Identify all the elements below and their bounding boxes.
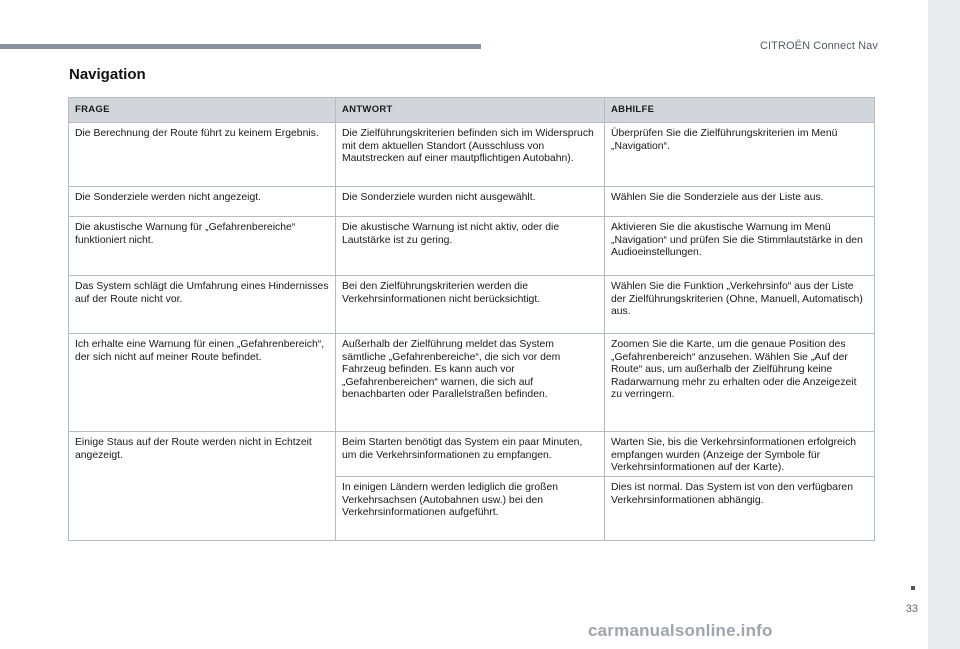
cell-abhilfe: Aktivieren Sie die akustische Warnung im Menü „Navigation“ und prüfen Sie die Stimmlautstärke in den Audioeinstellungen. — [605, 217, 875, 276]
table-row — [69, 334, 875, 432]
cell-antwort: Beim Starten benötigt das System ein paar Minuten, um die Verkehrsinformationen zu empfangen. — [336, 432, 605, 477]
column-header-frage: FRAGE — [69, 98, 336, 123]
cell-antwort: Die Sonderziele wurden nicht ausgewählt. — [336, 187, 605, 217]
cell-abhilfe: Wählen Sie die Funktion „Verkehrsinfo“ aus der Liste der Zielführungskriterien (Ohne, Manuell, Automatisch) aus. — [605, 276, 875, 334]
table-row — [69, 187, 875, 217]
column-header-antwort: ANTWORT — [336, 98, 605, 123]
cell-antwort: Bei den Zielführungskriterien werden die Verkehrsinformationen nicht berücksichtigt. — [336, 276, 605, 334]
cell-abhilfe: Überprüfen Sie die Zielführungskriterien im Menü „Navigation“. — [605, 123, 875, 187]
table-header-row — [69, 98, 875, 123]
table-row — [69, 123, 875, 187]
cell-frage: Die Berechnung der Route führt zu keinem Ergebnis. — [69, 123, 336, 187]
cell-frage: Einige Staus auf der Route werden nicht in Echtzeit angezeigt. — [69, 432, 336, 541]
table-row — [69, 217, 875, 276]
cell-abhilfe: Dies ist normal. Das System ist von den verfügbaren Verkehrsinformationen abhängig. — [605, 477, 875, 541]
cell-frage: Das System schlägt die Umfahrung eines Hindernisses auf der Route nicht vor. — [69, 276, 336, 334]
cell-abhilfe: Warten Sie, bis die Verkehrsinformationen erfolgreich empfangen wurden (Anzeige der Symbole für Verkehrsinformationen auf der Karte). — [605, 432, 875, 477]
watermark: carmanualsonline.info — [588, 621, 773, 640]
faq-table — [68, 97, 875, 541]
cell-frage: Ich erhalte eine Warnung für einen „Gefahrenbereich“, der sich nicht auf meiner Route befindet. — [69, 334, 336, 432]
brand-label: CITROËN Connect Nav — [759, 40, 878, 52]
cell-antwort: Die Zielführungskriterien befinden sich im Widerspruch mit dem aktuellen Standort (Ausschluss von Mautstrecken auf einer mautpflichtigen Autobahn). — [336, 123, 605, 187]
page-title: Navigation — [69, 66, 146, 83]
cell-antwort: Die akustische Warnung ist nicht aktiv, oder die Lautstärke ist zu gering. — [336, 217, 605, 276]
cell-antwort: In einigen Ländern werden lediglich die großen Verkehrsachsen (Autobahnen usw.) bei den Verkehrsinformationen aufgeführt. — [336, 477, 605, 541]
table-row — [69, 432, 875, 477]
cell-antwort: Außerhalb der Zielführung meldet das System sämtliche „Gefahrenbereiche“, die sich vor dem Fahrzeug befinden. Es kann auch vor „Gefahrenbereichen“ warnen, die sich auf benachbarten oder Parallelstraßen befinden. — [336, 334, 605, 432]
table-row — [69, 276, 875, 334]
cell-frage: Die Sonderziele werden nicht angezeigt. — [69, 187, 336, 217]
cell-frage: Die akustische Warnung für „Gefahrenbereiche“ funktioniert nicht. — [69, 217, 336, 276]
right-sidebar-strip — [928, 0, 960, 649]
page-number: 33 — [905, 603, 918, 615]
page-marker — [911, 586, 915, 590]
cell-abhilfe: Zoomen Sie die Karte, um die genaue Position des „Gefahrenbereich“ anzusehen. Wählen Sie „Auf der Route“ aus, um außerhalb der Zielführung keine Radarwarnung mehr zu erhalten oder die Anzeigezeit zu verringern. — [605, 334, 875, 432]
header-bar — [0, 44, 481, 49]
column-header-abhilfe: ABHILFE — [605, 98, 875, 123]
cell-abhilfe: Wählen Sie die Sonderziele aus der Liste aus. — [605, 187, 875, 217]
